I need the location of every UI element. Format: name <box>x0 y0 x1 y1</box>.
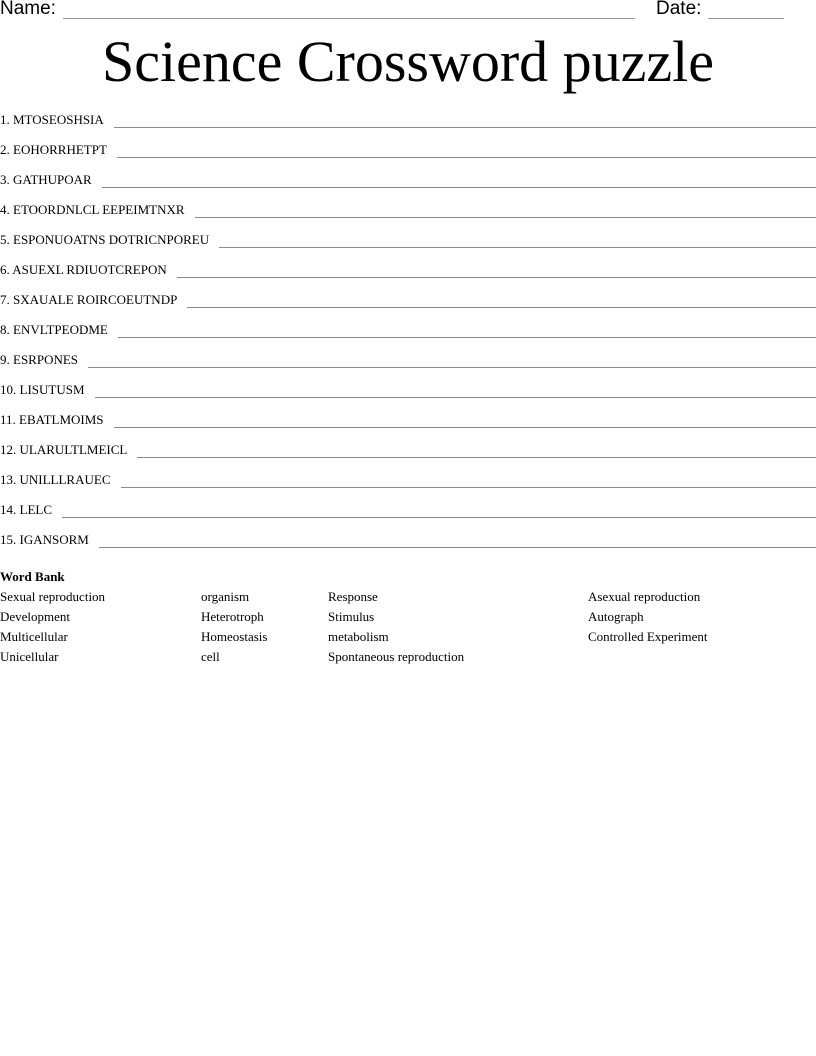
clue-list <box>0 110 816 560</box>
answer-line[interactable] <box>99 530 816 548</box>
answer-line[interactable] <box>88 350 816 368</box>
clue-row <box>0 380 816 410</box>
clue-text: 10. LISUTUSM <box>0 382 85 397</box>
header <box>0 0 816 26</box>
name-label: Name: <box>0 0 56 19</box>
date-field-line[interactable] <box>708 18 784 19</box>
answer-line[interactable] <box>114 410 816 428</box>
clue-row <box>0 110 816 140</box>
word-bank-item: Spontaneous reproduction <box>328 649 465 664</box>
word-bank-item: organism <box>201 589 250 604</box>
word-bank-item: Development <box>0 609 71 624</box>
word-bank-item: Unicellular <box>0 649 59 664</box>
answer-line[interactable] <box>137 440 816 458</box>
word-bank-item: Controlled Experiment <box>588 629 708 644</box>
clue-text: 7. SXAUALE ROIRCOEUTNDP <box>0 292 178 307</box>
clue-row <box>0 140 816 170</box>
answer-line[interactable] <box>219 230 816 248</box>
clue-row <box>0 530 816 560</box>
name-field-line[interactable] <box>63 18 635 19</box>
clue-text: 6. ASUEXL RDIUOTCREPON <box>0 262 167 277</box>
word-bank-item: Asexual reproduction <box>588 589 701 604</box>
clue-row <box>0 200 816 230</box>
clue-row <box>0 320 816 350</box>
answer-line[interactable] <box>102 170 816 188</box>
word-bank-item: cell <box>201 649 220 664</box>
answer-line[interactable] <box>187 290 816 308</box>
word-bank-item: Sexual reproduction <box>0 589 106 604</box>
answer-line[interactable] <box>177 260 816 278</box>
clue-row <box>0 170 816 200</box>
clue-row <box>0 260 816 290</box>
answer-line[interactable] <box>118 320 816 338</box>
word-bank-item: Heterotroph <box>201 609 264 624</box>
clue-row <box>0 230 816 260</box>
word-bank <box>0 568 816 668</box>
clue-text: 2. EOHORRHETPT <box>0 142 107 157</box>
answer-line[interactable] <box>95 380 816 398</box>
clue-text: 9. ESRPONES <box>0 352 79 367</box>
clue-text: 8. ENVLTPEODME <box>0 322 108 337</box>
clue-text: 13. UNILLLRAUEC <box>0 472 111 487</box>
clue-row <box>0 290 816 320</box>
answer-line[interactable] <box>195 200 816 218</box>
word-bank-item: Homeostasis <box>201 629 268 644</box>
clue-text: 5. ESPONUOATNS DOTRICNPOREU <box>0 232 210 247</box>
answer-line[interactable] <box>114 110 816 128</box>
clue-row <box>0 410 816 440</box>
word-bank-item: metabolism <box>328 629 389 644</box>
word-bank-item <box>588 648 816 668</box>
clue-text: 4. ETOORDNLCL EEPEIMTNXR <box>0 202 185 217</box>
page-title: Science Crossword puzzle <box>101 29 715 94</box>
clue-text: 15. IGANSORM <box>0 532 89 547</box>
clue-row <box>0 470 816 500</box>
word-bank-item: Multicellular <box>0 629 68 644</box>
answer-line[interactable] <box>62 500 816 518</box>
clue-text: 14. LELC <box>0 502 52 517</box>
word-bank-item: Autograph <box>588 609 644 624</box>
clue-text: 3. GATHUPOAR <box>0 172 92 187</box>
word-bank-item: Stimulus <box>328 609 375 624</box>
clue-text: 12. ULARULTLMEICL <box>0 442 128 457</box>
clue-text: 1. MTOSEOSHSIA <box>0 112 104 127</box>
clue-row <box>0 440 816 470</box>
clue-text: 11. EBATLMOIMS <box>0 412 104 427</box>
date-label: Date: <box>656 0 702 19</box>
answer-line[interactable] <box>117 140 816 158</box>
word-bank-item: Response <box>328 589 378 604</box>
word-bank-grid <box>0 588 816 668</box>
clue-row <box>0 350 816 380</box>
word-bank-title: Word Bank <box>0 569 65 584</box>
answer-line[interactable] <box>121 470 816 488</box>
clue-row <box>0 500 816 530</box>
